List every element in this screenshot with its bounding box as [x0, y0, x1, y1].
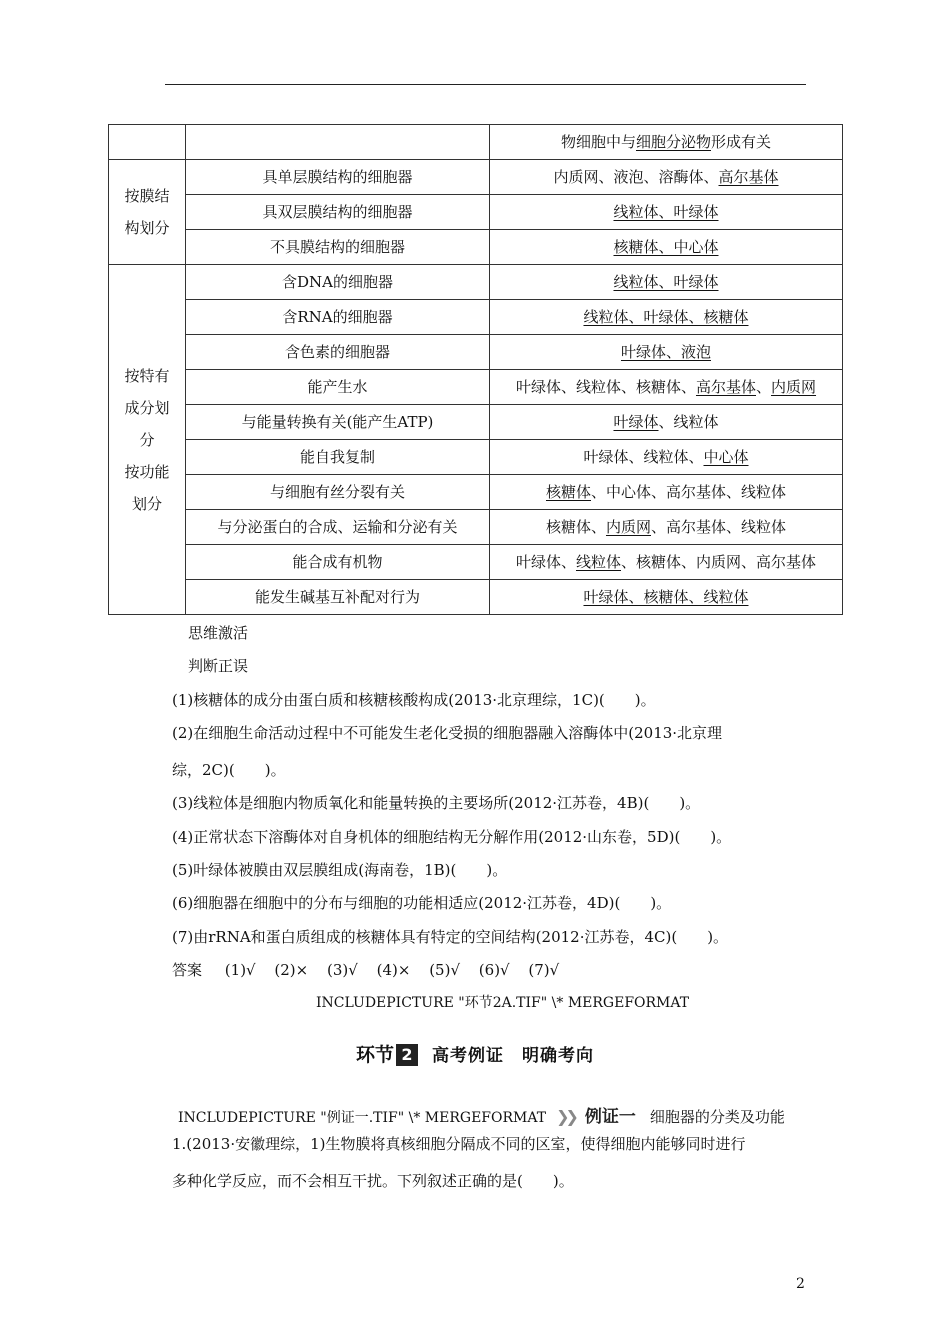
- organelle-cell: 核糖体、内质网、高尔基体、线粒体: [490, 510, 843, 545]
- table-row: [109, 580, 843, 615]
- answer-item: (2)×: [274, 961, 309, 979]
- judge-item-2-cont: 综，2C)( )。: [172, 761, 286, 779]
- table-row: [109, 195, 843, 230]
- criterion-cell: 具单层膜结构的细胞器: [186, 160, 490, 195]
- section-title: 高考例证 明确考向: [432, 1046, 594, 1066]
- answer-item: (1)√: [224, 961, 256, 979]
- answer-item: (7)√: [528, 961, 560, 979]
- field-code-section-image: INCLUDEPICTURE "环节2A.TIF" \* MERGEFORMAT: [316, 995, 690, 1011]
- table-row: [109, 335, 843, 370]
- judge-item-2: (2)在细胞生命活动过程中不可能发生老化受损的细胞器融入溶酶体中(2013·北京理: [172, 724, 723, 742]
- table-row: [109, 370, 843, 405]
- criterion-cell: 能合成有机物: [186, 545, 490, 580]
- answer-item: (3)√: [327, 961, 358, 979]
- double-chevron-icon: ❯❯: [556, 1107, 575, 1126]
- organelle-cell: 核糖体、中心体: [490, 230, 843, 265]
- criterion-cell: 与能量转换有关(能产生ATP): [186, 405, 490, 440]
- criterion-cell: 能自我复制: [186, 440, 490, 475]
- judge-item-5: (5)叶绿体被膜由双层膜组成(海南卷，1B)( )。: [172, 861, 508, 879]
- criterion-cell: 与分泌蛋白的合成、运输和分泌有关: [186, 510, 490, 545]
- organelle-cell: 叶绿体、线粒体、核糖体、高尔基体、内质网: [490, 370, 843, 405]
- organelle-cell: 线粒体、叶绿体: [490, 265, 843, 300]
- cell-text: 形成有关: [711, 133, 772, 151]
- organelle-cell: 线粒体、叶绿体: [490, 195, 843, 230]
- section-prefix: 环节: [355, 1044, 394, 1066]
- header-rule: [165, 84, 806, 85]
- table-cell: [109, 125, 186, 160]
- organelle-cell: 核糖体、中心体、高尔基体、线粒体: [490, 475, 843, 510]
- organelle-table: [108, 124, 843, 615]
- judge-item-7: (7)由rRNA和蛋白质组成的核糖体具有特定的空间结构(2012·江苏卷，4C)( )。: [172, 928, 729, 946]
- field-code-example-image: INCLUDEPICTURE "例证一.TIF" \* MERGEFORMAT: [178, 1110, 547, 1126]
- criterion-cell: 不具膜结构的细胞器: [186, 230, 490, 265]
- organelle-cell: 叶绿体、核糖体、线粒体: [490, 580, 843, 615]
- table-row: [109, 125, 843, 160]
- criterion-cell: 具双层膜结构的细胞器: [186, 195, 490, 230]
- section-header: [0, 1040, 950, 1067]
- page-number: 2: [796, 1276, 805, 1292]
- table-row: [109, 265, 843, 300]
- organelle-cell: 叶绿体、线粒体: [490, 405, 843, 440]
- answer-line: [172, 959, 573, 980]
- underlined-text: 细胞分泌物: [635, 133, 711, 151]
- answer-label: 答案: [172, 961, 203, 979]
- table-row: [109, 160, 843, 195]
- cell-text: 物细胞中与: [560, 133, 636, 151]
- category-membrane-structure: 按膜结 构划分: [109, 160, 186, 265]
- thinking-subtitle: 判断正误: [188, 657, 249, 675]
- answer-item: (4)×: [376, 961, 411, 979]
- table-cell: [490, 125, 843, 160]
- table-row: [109, 440, 843, 475]
- table-cell: [186, 125, 490, 160]
- table-row: [109, 405, 843, 440]
- judge-item-4: (4)正常状态下溶酶体对自身机体的细胞结构无分解作用(2012·山东卷，5D)( )。: [172, 828, 732, 846]
- table-row: [109, 230, 843, 265]
- judge-item-1: (1)核糖体的成分由蛋白质和核糖核酸构成(2013·北京理综，1C)( )。: [172, 691, 656, 709]
- section-number: 2: [396, 1044, 418, 1066]
- judge-item-3: (3)线粒体是细胞内物质氧化和能量转换的主要场所(2012·江苏卷，4B)( )。: [172, 794, 701, 812]
- example-topic: 细胞器的分类及功能: [649, 1108, 785, 1126]
- organelle-cell: 线粒体、叶绿体、核糖体: [490, 300, 843, 335]
- criterion-cell: 与细胞有丝分裂有关: [186, 475, 490, 510]
- question-line-2: 多种化学反应，而不会相互干扰。下列叙述正确的是( )。: [172, 1172, 574, 1190]
- table-row: [109, 510, 843, 545]
- organelle-cell: 叶绿体、线粒体、核糖体、内质网、高尔基体: [490, 545, 843, 580]
- criterion-cell: 能发生碱基互补配对行为: [186, 580, 490, 615]
- criterion-cell: 含RNA的细胞器: [186, 300, 490, 335]
- organelle-cell: 叶绿体、线粒体、中心体: [490, 440, 843, 475]
- answer-item: (6)√: [478, 961, 510, 979]
- criterion-cell: 含色素的细胞器: [186, 335, 490, 370]
- table-row: [109, 300, 843, 335]
- organelle-cell: 内质网、液泡、溶酶体、高尔基体: [490, 160, 843, 195]
- thinking-title: 思维激活: [188, 624, 249, 642]
- judge-item-6: (6)细胞器在细胞中的分布与细胞的功能相适应(2012·江苏卷，4D)( )。: [172, 894, 672, 912]
- criterion-cell: 能产生水: [186, 370, 490, 405]
- answer-item: (5)√: [429, 961, 461, 979]
- example-header: [178, 1102, 785, 1127]
- table-row: [109, 475, 843, 510]
- organelle-cell: 叶绿体、液泡: [490, 335, 843, 370]
- question-line-1: 1.(2013·安徽理综，1)生物膜将真核细胞分隔成不同的区室，使得细胞内能够同时进行: [172, 1135, 746, 1153]
- criterion-cell: 含DNA的细胞器: [186, 265, 490, 300]
- category-component-function: 按特有 成分划 分 按功能 划分: [109, 265, 186, 615]
- table-row: [109, 545, 843, 580]
- example-badge: 例证一: [584, 1107, 636, 1127]
